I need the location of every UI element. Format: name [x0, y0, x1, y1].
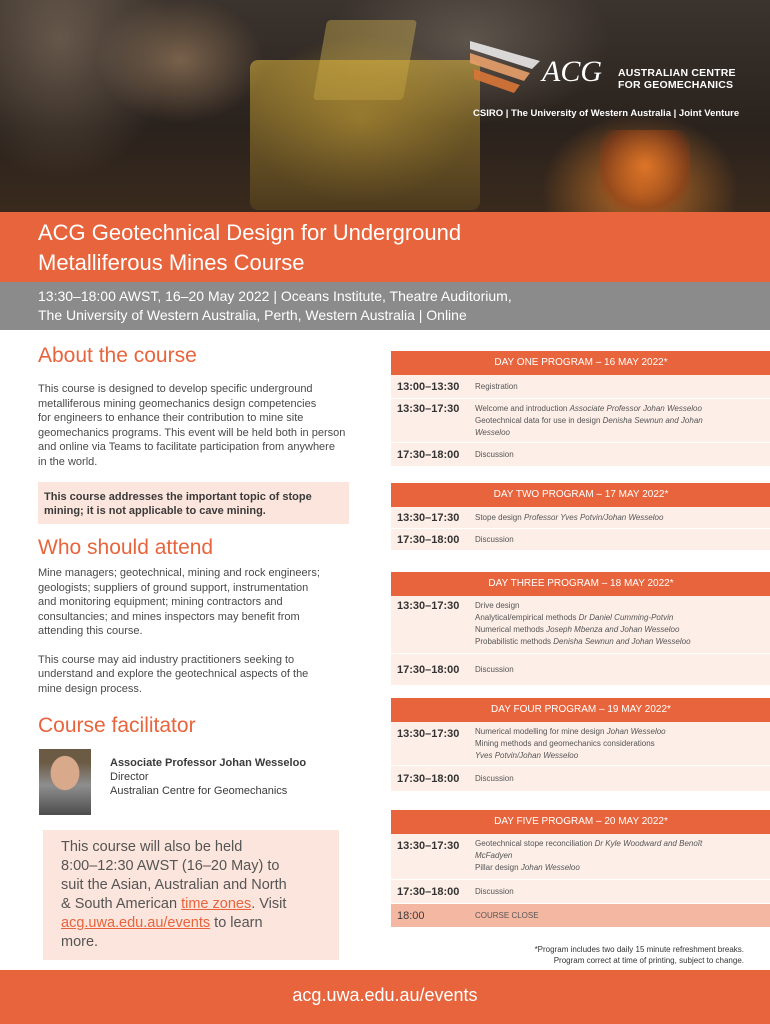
presenter: Dr Daniel Cumming-Potvin: [578, 613, 674, 622]
title-band: [0, 212, 770, 282]
footer-band: [0, 970, 770, 1024]
program-desc: [471, 399, 770, 442]
day-three-program: [391, 572, 770, 686]
attend-text-1: [38, 566, 378, 639]
program-time: 18:00: [397, 909, 425, 922]
program-desc: [471, 596, 770, 653]
tunnel-shape: [0, 0, 230, 212]
program-desc: [471, 443, 770, 466]
desc-text: COURSE CLOSE: [475, 910, 539, 920]
program-row: [391, 654, 770, 686]
program-desc: [471, 654, 770, 685]
program-row: [391, 507, 770, 529]
presenter: Johan Wesseloo: [520, 863, 580, 872]
note-line: 8:00–12:30 AWST (16–20 May) to: [61, 858, 280, 874]
program-desc: [471, 529, 770, 550]
desc-text: Geotechnical stope reconciliation: [475, 839, 595, 848]
facilitator-photo: [39, 749, 91, 815]
attend-heading: Who should attend: [38, 536, 214, 559]
attend-line: attending this course.: [38, 625, 143, 637]
desc-text: Pillar design: [475, 863, 521, 872]
program-row: [391, 880, 770, 904]
program-desc: [471, 880, 770, 903]
facilitator-org: Australian Centre for Geomechanics: [110, 785, 288, 797]
time-zones-link[interactable]: time zones: [181, 896, 252, 912]
desc-text: Discussion: [475, 449, 514, 459]
alt-session-note: [43, 830, 339, 960]
miner-figure: [600, 130, 690, 212]
footnote-line: Program correct at time of printing, subject to change.: [553, 956, 744, 965]
attend-line: consultancies; and mines inspectors may benefit from: [38, 610, 300, 623]
about-section: [38, 344, 378, 469]
program-time: 13:00–13:30: [397, 380, 460, 393]
note-text: & South American: [61, 896, 182, 912]
day-five-program: [391, 810, 770, 928]
program-footnote: [430, 944, 744, 966]
desc-text: Welcome and introduction: [475, 404, 570, 413]
events-link[interactable]: acg.uwa.edu.au/events: [61, 915, 211, 931]
program-desc: [471, 375, 770, 398]
presenter: Associate Professor Johan Wesseloo: [569, 404, 702, 413]
day-five-header: DAY FIVE PROGRAM – 20 MAY 2022*: [391, 810, 770, 834]
presenter: McFadyen: [475, 851, 513, 860]
scope-callout: [38, 482, 349, 524]
program-row: [391, 399, 770, 443]
attend-line: geologists; suppliers of ground support, instrumentation: [38, 581, 309, 594]
desc-text: Numerical methods: [475, 625, 547, 634]
desc-text: Registration: [475, 381, 518, 391]
footer-url-link[interactable]: acg.uwa.edu.au/events: [292, 985, 478, 1005]
program-desc: [471, 766, 770, 791]
attend-line: mine design process.: [38, 682, 142, 695]
program-time: 13:30–17:30: [397, 600, 460, 612]
about-line: in the world.: [38, 455, 98, 468]
logo-line-2: FOR GEOMECHANICS: [618, 79, 734, 91]
program-row-close: [391, 904, 770, 928]
program-row: [391, 722, 770, 766]
program-time: 17:30–18:00: [397, 885, 460, 898]
presenter: Wesseloo: [475, 428, 510, 437]
date-venue-band: [0, 282, 770, 330]
note-line: [61, 914, 321, 933]
program-time: 13:30–17:30: [397, 403, 460, 415]
facilitator-info: [110, 756, 306, 798]
acg-logo-text: [618, 67, 736, 91]
presenter: Johan Wesseloo: [606, 727, 666, 736]
day-two-header: DAY TWO PROGRAM – 17 MAY 2022*: [391, 483, 770, 507]
program-time: 17:30–18:00: [397, 533, 460, 546]
acg-logo[interactable]: [470, 33, 760, 125]
drill-rig: [250, 60, 480, 210]
logo-line-1: AUSTRALIAN CENTRE: [618, 67, 736, 79]
desc-text: Discussion: [475, 534, 514, 544]
footnote-line: *Program includes two daily 15 minute refreshment breaks.: [534, 945, 744, 954]
day-four-program: [391, 698, 770, 792]
about-line: for engineers to enhance their contribution to mine site: [38, 412, 304, 424]
acg-letters: ACG: [542, 55, 602, 88]
attend-text-2: [38, 653, 378, 697]
callout-line: mining; it is not applicable to cave mining.: [44, 505, 266, 517]
day-three-header: DAY THREE PROGRAM – 18 MAY 2022*: [391, 572, 770, 596]
desc-text: Discussion: [475, 773, 514, 783]
day-four-header: DAY FOUR PROGRAM – 19 MAY 2022*: [391, 698, 770, 722]
attend-line: This course may aid industry practitioners seeking to: [38, 653, 295, 666]
program-time: 17:30–18:00: [397, 448, 460, 461]
day-one-header: DAY ONE PROGRAM – 16 MAY 2022*: [391, 351, 770, 375]
day-two-program: [391, 483, 770, 551]
desc-text: Geotechnical data for use in design: [475, 416, 603, 425]
program-row: [391, 529, 770, 551]
about-line: metalliferous mining geomechanics design competencies: [38, 397, 317, 410]
attend-section: [38, 536, 378, 696]
note-text: . Visit: [251, 896, 287, 912]
about-line: geomechanics programs. This event will be held both in person: [38, 426, 346, 439]
note-line: more.: [61, 934, 99, 950]
note-text: to learn: [210, 915, 263, 931]
presenter: Yves Potvin/Johan Wesseloo: [475, 751, 579, 760]
facilitator-role: Director: [110, 771, 149, 783]
presenter: Professor Yves Potvin/Johan Wesseloo: [523, 512, 664, 522]
program-row: [391, 834, 770, 880]
date-venue-line-2: The University of Western Australia, Perth, Western Australia | Online: [38, 307, 467, 323]
attend-line: and monitoring equipment; mining contractors and: [38, 596, 283, 608]
program-desc: [471, 834, 770, 879]
program-time: 13:30–17:30: [397, 511, 460, 524]
about-line: and online via Teams to facilitate participation from anywhere: [38, 441, 335, 453]
presenter: Dr Kyle Woodward and Benoît: [594, 839, 703, 848]
desc-text: Mining methods and geomechanics considerations: [475, 739, 655, 748]
course-title-line-2: Metalliferous Mines Course: [38, 250, 305, 275]
presenter: Joseph Mbenza and Johan Wesseloo: [546, 625, 680, 634]
program-row: [391, 375, 770, 399]
desc-text: Probabilistic methods: [475, 637, 554, 646]
note-line: suit the Asian, Australian and North: [61, 877, 287, 893]
attend-line: understand and explore the geotechnical aspects of the: [38, 668, 309, 680]
note-line: This course will also be held: [61, 839, 243, 855]
desc-text: Discussion: [475, 664, 514, 674]
program-row: [391, 766, 770, 792]
note-line: [61, 895, 321, 914]
desc-text: Stope design: [475, 512, 524, 522]
desc-text: Analytical/empirical methods: [475, 613, 579, 622]
presenter: Denisha Sewnun and Johan: [602, 416, 703, 425]
logo-partners: CSIRO | The University of Western Australia | Joint Venture: [473, 108, 740, 119]
course-title-line-1: ACG Geotechnical Design for Underground: [38, 220, 462, 245]
facilitator-section: [38, 714, 378, 738]
program-time: 17:30–18:00: [397, 772, 460, 785]
desc-text: Discussion: [475, 886, 514, 896]
about-line: This course is designed to develop specific underground: [38, 383, 313, 395]
program-row: [391, 443, 770, 467]
facilitator-heading: Course facilitator: [38, 714, 196, 737]
day-one-program: [391, 351, 770, 467]
facilitator-name: Associate Professor Johan Wesseloo: [110, 757, 307, 769]
attend-line: Mine managers; geotechnical, mining and rock engineers;: [38, 567, 320, 579]
callout-line: This course addresses the important topic of stope: [44, 491, 312, 503]
program-time: 13:30–17:30: [397, 840, 460, 852]
about-text: [38, 382, 378, 469]
program-desc: [471, 507, 770, 528]
presenter: Denisha Sewnun and Johan Wesseloo: [553, 637, 691, 646]
program-desc: [471, 722, 770, 765]
acg-logo-mark-icon: [470, 33, 620, 103]
hero-image: [0, 0, 770, 212]
about-heading: About the course: [38, 344, 197, 367]
program-time: 13:30–17:30: [397, 728, 460, 740]
date-venue-line-1: 13:30–18:00 AWST, 16–20 May 2022 | Oceans Institute, Theatre Auditorium,: [38, 288, 512, 304]
program-time: 17:30–18:00: [397, 663, 460, 676]
program-row: [391, 596, 770, 654]
desc-text: Numerical modelling for mine design: [475, 727, 607, 736]
program-desc: [471, 904, 770, 927]
desc-text: Drive design: [475, 601, 520, 610]
